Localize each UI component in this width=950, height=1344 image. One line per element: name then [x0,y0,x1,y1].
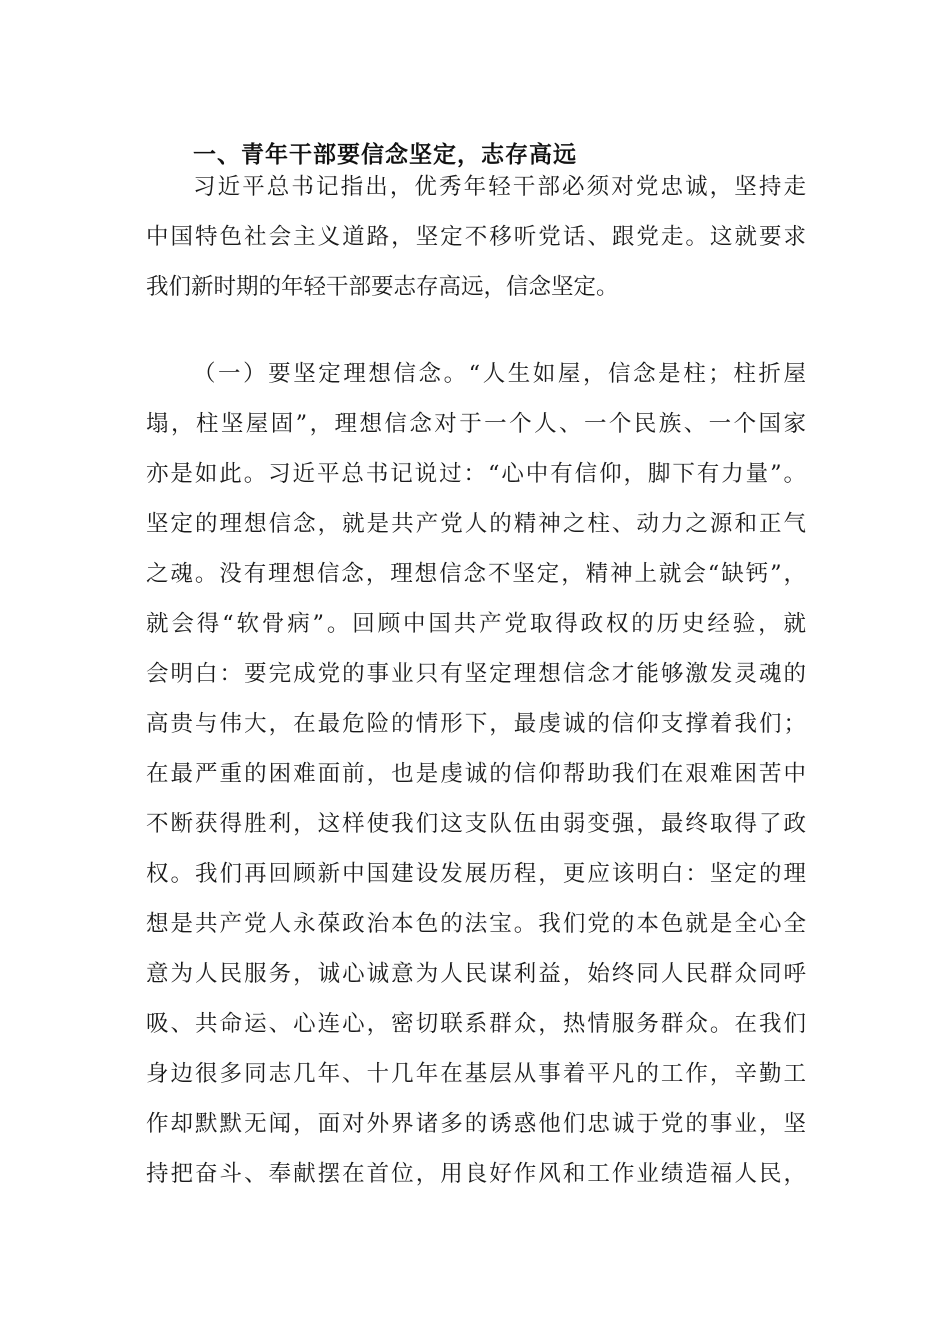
paragraph-2-line: 吸、共命运、心连心，密切联系群众，热情服务群众。在我们 [146,1011,806,1037]
paragraph-1-line: 习近平总书记指出，优秀年轻干部必须对党忠诚，坚持走 [193,174,806,200]
paragraph-2-line: 会明白：要完成党的事业只有坚定理想信念才能够激发灵魂的 [146,661,806,687]
paragraph-2-line: 作却默默无闻，面对外界诸多的诱惑他们忠诚于党的事业，坚 [146,1111,806,1137]
paragraph-2-line: 高贵与伟大，在最危险的情形下，最虔诚的信仰支撑着我们； [146,711,806,737]
paragraph-2-line: 不断获得胜利，这样使我们这支队伍由弱变强，最终取得了政 [146,811,806,837]
paragraph-2-line: 亦是如此。习近平总书记说过：“心中有信仰，脚下有力量”。 [146,461,806,487]
paragraph-2-line: 想是共产党人永葆政治本色的法宝。我们党的本色就是全心全 [146,911,806,937]
paragraph-2-line: 坚定的理想信念，就是共产党人的精神之柱、动力之源和正气 [146,511,806,537]
paragraph-2-line: 权。我们再回顾新中国建设发展历程，更应该明白：坚定的理 [146,861,806,887]
paragraph-2-line: 之魂。没有理想信念，理想信念不坚定，精神上就会“缺钙”， [146,561,806,587]
paragraph-2-line: 在最严重的困难面前，也是虔诚的信仰帮助我们在艰难困苦中 [146,761,806,787]
paragraph-2-line: 塌，柱坚屋固”，理想信念对于一个人、一个民族、一个国家 [146,411,806,437]
paragraph-2-line: 就会得“软骨病”。回顾中国共产党取得政权的历史经验，就 [146,611,806,637]
paragraph-1-line: 我们新时期的年轻干部要志存高远，信念坚定。 [146,274,619,300]
paragraph-2-line: （一）要坚定理想信念。“人生如屋，信念是柱；柱折屋 [193,361,806,387]
paragraph-2-line: 身边很多同志几年、十几年在基层从事着平凡的工作，辛勤工 [146,1061,806,1087]
paragraph-1-line: 中国特色社会主义道路，坚定不移听党话、跟党走。这就要求 [146,224,806,250]
paragraph-2-line: 意为人民服务，诚心诚意为人民谋利益，始终同人民群众同呼 [146,961,806,987]
section-heading: 一、青年干部要信念坚定，志存高远 [193,142,577,168]
paragraph-2-line: 持把奋斗、奉献摆在首位，用良好作风和工作业绩造福人民， [146,1161,806,1187]
